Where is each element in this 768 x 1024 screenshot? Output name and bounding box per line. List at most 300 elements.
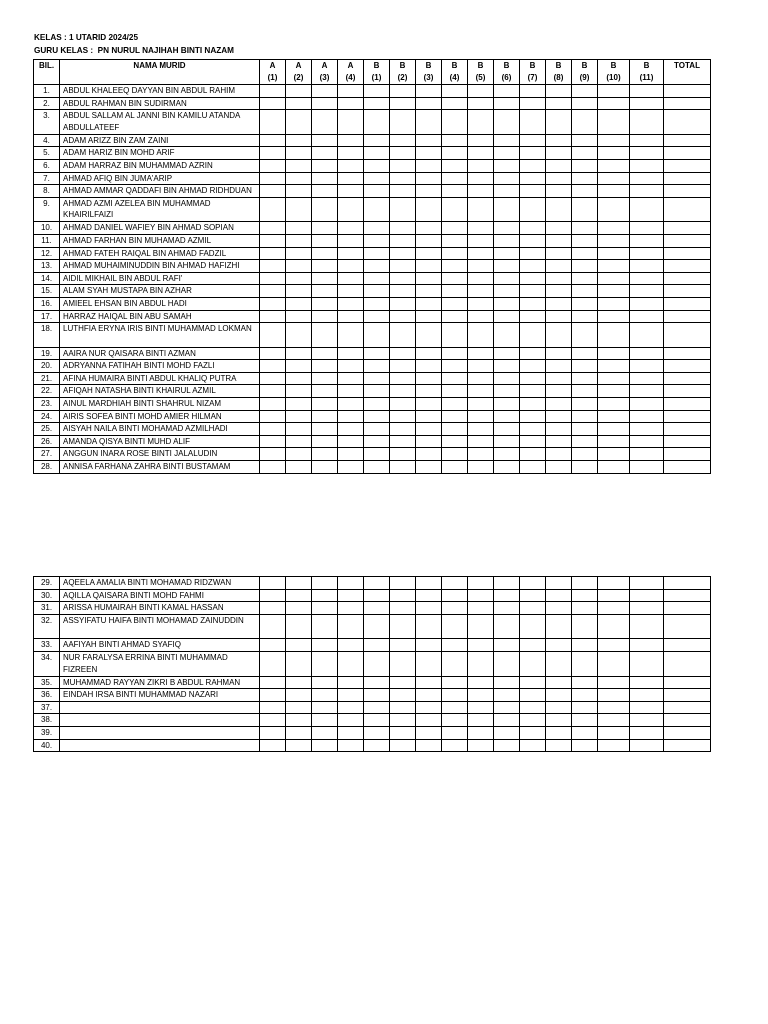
column-group-label: B: [643, 61, 650, 70]
score-cell: [364, 589, 390, 602]
student-name: ADAM ARIZZ BIN ZAM ZAINI: [60, 134, 260, 147]
score-cell: [416, 398, 442, 411]
column-number-label: (6): [501, 73, 512, 82]
score-cell: [494, 159, 520, 172]
score-cell: [520, 423, 546, 436]
score-cell: [630, 234, 664, 247]
score-cell: [338, 577, 364, 590]
score-cell: [520, 260, 546, 273]
score-cell: [260, 247, 286, 260]
score-cell: [390, 134, 416, 147]
score-cell: [442, 398, 468, 411]
score-cell: [390, 435, 416, 448]
score-cell: [520, 97, 546, 110]
table-row: [34, 435, 711, 448]
score-cell: [312, 589, 338, 602]
table-row: [34, 385, 711, 398]
score-cell: [546, 739, 572, 752]
table-row: [34, 285, 711, 298]
score-cell: [312, 85, 338, 98]
score-cell: [442, 310, 468, 323]
score-cell: [364, 285, 390, 298]
score-cell: [520, 247, 546, 260]
score-cell: [520, 285, 546, 298]
score-cell: [546, 247, 572, 260]
row-number: 33.: [34, 639, 60, 652]
score-cell: [364, 398, 390, 411]
score-cell: [286, 461, 312, 474]
total-cell: [664, 602, 711, 615]
score-cell: [416, 134, 442, 147]
score-cell: [260, 310, 286, 323]
score-cell: [442, 651, 468, 676]
score-cell: [390, 147, 416, 160]
score-cell: [364, 297, 390, 310]
score-cell: [442, 110, 468, 135]
score-cell: [598, 323, 630, 348]
score-cell: [312, 172, 338, 185]
score-cell: [312, 372, 338, 385]
total-cell: [664, 197, 711, 222]
row-number: 17.: [34, 310, 60, 323]
score-cell: [598, 435, 630, 448]
score-cell: [520, 172, 546, 185]
column-group-label: B: [581, 61, 588, 70]
score-cell: [260, 435, 286, 448]
score-cell: [572, 614, 598, 639]
score-cell: [630, 726, 664, 739]
score-cell: [494, 347, 520, 360]
score-cell: [494, 577, 520, 590]
score-cell: [338, 398, 364, 411]
score-cell: [572, 701, 598, 714]
score-cell: [338, 272, 364, 285]
score-cell: [286, 577, 312, 590]
score-cell: [494, 285, 520, 298]
score-cell: [442, 222, 468, 235]
score-cell: [598, 310, 630, 323]
score-cell: [260, 197, 286, 222]
score-cell: [312, 297, 338, 310]
score-cell: [260, 398, 286, 411]
column-score-9: [468, 60, 494, 85]
score-cell: [390, 97, 416, 110]
score-cell: [286, 347, 312, 360]
score-cell: [260, 714, 286, 727]
score-cell: [260, 676, 286, 689]
score-cell: [572, 297, 598, 310]
score-cell: [286, 726, 312, 739]
score-cell: [546, 297, 572, 310]
score-cell: [546, 97, 572, 110]
student-name: NUR FARALYSA ERRINA BINTI MUHAMMAD FIZREEN: [60, 651, 260, 676]
table-row: [34, 297, 711, 310]
score-cell: [312, 247, 338, 260]
score-cell: [286, 247, 312, 260]
score-cell: [338, 197, 364, 222]
score-cell: [390, 185, 416, 198]
score-cell: [442, 589, 468, 602]
table-row: [34, 310, 711, 323]
score-cell: [286, 147, 312, 160]
score-cell: [312, 435, 338, 448]
score-cell: [598, 726, 630, 739]
score-cell: [598, 159, 630, 172]
score-cell: [494, 134, 520, 147]
student-name: AHMAD AFIQ BIN JUMA'ARIP: [60, 172, 260, 185]
score-cell: [598, 410, 630, 423]
score-cell: [442, 614, 468, 639]
score-cell: [364, 701, 390, 714]
total-cell: [664, 714, 711, 727]
score-cell: [390, 310, 416, 323]
score-cell: [572, 310, 598, 323]
score-cell: [416, 310, 442, 323]
score-cell: [416, 614, 442, 639]
row-number: 38.: [34, 714, 60, 727]
score-cell: [260, 614, 286, 639]
score-cell: [598, 134, 630, 147]
score-cell: [390, 739, 416, 752]
score-cell: [546, 385, 572, 398]
score-cell: [312, 159, 338, 172]
student-name: HARRAZ HAIQAL BIN ABU SAMAH: [60, 310, 260, 323]
score-cell: [494, 222, 520, 235]
total-cell: [664, 97, 711, 110]
score-cell: [364, 197, 390, 222]
column-number-label: (4): [449, 73, 460, 82]
score-cell: [286, 310, 312, 323]
row-number: 15.: [34, 285, 60, 298]
score-cell: [286, 85, 312, 98]
score-cell: [390, 689, 416, 702]
score-cell: [572, 234, 598, 247]
score-cell: [364, 410, 390, 423]
total-cell: [664, 410, 711, 423]
score-cell: [520, 234, 546, 247]
score-cell: [598, 247, 630, 260]
row-number: 21.: [34, 372, 60, 385]
score-cell: [338, 435, 364, 448]
score-cell: [312, 461, 338, 474]
column-number-label: (2): [397, 73, 408, 82]
score-cell: [416, 435, 442, 448]
score-cell: [520, 410, 546, 423]
score-cell: [468, 360, 494, 373]
score-cell: [260, 347, 286, 360]
score-cell: [442, 272, 468, 285]
score-cell: [338, 347, 364, 360]
score-cell: [468, 614, 494, 639]
column-total-label: TOTAL: [674, 61, 700, 70]
table-row: [34, 147, 711, 160]
score-cell: [598, 385, 630, 398]
score-cell: [286, 423, 312, 436]
score-cell: [442, 234, 468, 247]
student-name: AHMAD FARHAN BIN MUHAMAD AZMIL: [60, 234, 260, 247]
score-cell: [468, 234, 494, 247]
score-cell: [338, 410, 364, 423]
score-cell: [260, 297, 286, 310]
total-cell: [664, 159, 711, 172]
score-cell: [286, 323, 312, 348]
score-cell: [494, 435, 520, 448]
score-cell: [468, 372, 494, 385]
score-cell: [286, 639, 312, 652]
score-cell: [520, 297, 546, 310]
score-cell: [442, 701, 468, 714]
column-score-6: [390, 60, 416, 85]
score-cell: [572, 247, 598, 260]
score-cell: [520, 639, 546, 652]
score-cell: [598, 577, 630, 590]
table-row: [34, 134, 711, 147]
score-cell: [390, 323, 416, 348]
score-cell: [546, 651, 572, 676]
score-cell: [286, 222, 312, 235]
score-cell: [390, 448, 416, 461]
score-cell: [546, 310, 572, 323]
score-cell: [312, 739, 338, 752]
score-cell: [260, 602, 286, 615]
score-cell: [572, 110, 598, 135]
score-cell: [312, 651, 338, 676]
score-cell: [338, 297, 364, 310]
score-cell: [520, 310, 546, 323]
score-cell: [630, 159, 664, 172]
score-cell: [286, 739, 312, 752]
score-cell: [364, 310, 390, 323]
row-number: 26.: [34, 435, 60, 448]
score-cell: [598, 297, 630, 310]
score-cell: [598, 222, 630, 235]
score-cell: [390, 726, 416, 739]
class-teacher: GURU KELAS : PN NURUL NAJIHAH BINTI NAZAM: [34, 46, 234, 55]
score-cell: [572, 461, 598, 474]
score-cell: [468, 689, 494, 702]
column-number-label: (1): [371, 73, 382, 82]
score-cell: [468, 461, 494, 474]
score-cell: [546, 234, 572, 247]
score-cell: [338, 185, 364, 198]
score-cell: [260, 85, 286, 98]
column-score-11: [520, 60, 546, 85]
column-group-label: B: [610, 61, 617, 70]
score-cell: [598, 714, 630, 727]
score-cell: [630, 448, 664, 461]
score-cell: [260, 372, 286, 385]
score-cell: [630, 272, 664, 285]
column-nama-murid: [60, 60, 260, 85]
score-cell: [494, 310, 520, 323]
row-number: 29.: [34, 577, 60, 590]
score-cell: [572, 726, 598, 739]
score-cell: [468, 602, 494, 615]
total-cell: [664, 448, 711, 461]
score-cell: [598, 360, 630, 373]
table-row: [34, 347, 711, 360]
score-cell: [260, 110, 286, 135]
score-cell: [338, 222, 364, 235]
score-cell: [260, 461, 286, 474]
score-cell: [416, 448, 442, 461]
row-number: 18.: [34, 323, 60, 348]
score-cell: [546, 461, 572, 474]
score-cell: [260, 260, 286, 273]
column-group-label: B: [555, 61, 562, 70]
score-cell: [494, 260, 520, 273]
column-score-8: [442, 60, 468, 85]
table-row: [34, 260, 711, 273]
score-cell: [286, 260, 312, 273]
score-cell: [598, 614, 630, 639]
score-cell: [286, 589, 312, 602]
score-cell: [390, 272, 416, 285]
score-cell: [546, 285, 572, 298]
score-cell: [312, 185, 338, 198]
score-cell: [468, 714, 494, 727]
score-cell: [260, 639, 286, 652]
score-cell: [260, 172, 286, 185]
score-cell: [390, 172, 416, 185]
total-cell: [664, 134, 711, 147]
row-number: 5.: [34, 147, 60, 160]
student-name: AFIQAH NATASHA BINTI KHAIRUL AZMIL: [60, 385, 260, 398]
student-name: ADAM HARIZ BIN MOHD ARIF: [60, 147, 260, 160]
table-row: [34, 398, 711, 411]
score-cell: [442, 247, 468, 260]
score-cell: [598, 372, 630, 385]
score-cell: [468, 385, 494, 398]
score-cell: [442, 577, 468, 590]
score-cell: [630, 110, 664, 135]
score-cell: [468, 110, 494, 135]
score-cell: [546, 589, 572, 602]
score-cell: [338, 423, 364, 436]
score-cell: [390, 247, 416, 260]
total-cell: [664, 222, 711, 235]
score-cell: [260, 360, 286, 373]
score-cell: [468, 435, 494, 448]
score-cell: [546, 147, 572, 160]
student-name: EINDAH IRSA BINTI MUHAMMAD NAZARI: [60, 689, 260, 702]
score-cell: [390, 234, 416, 247]
score-cell: [390, 385, 416, 398]
score-cell: [630, 385, 664, 398]
total-cell: [664, 110, 711, 135]
score-cell: [416, 651, 442, 676]
score-cell: [364, 247, 390, 260]
score-cell: [630, 85, 664, 98]
row-number: 28.: [34, 461, 60, 474]
score-cell: [364, 97, 390, 110]
score-cell: [286, 602, 312, 615]
score-cell: [364, 360, 390, 373]
score-cell: [572, 285, 598, 298]
score-cell: [260, 423, 286, 436]
row-number: 30.: [34, 589, 60, 602]
score-cell: [260, 285, 286, 298]
score-cell: [312, 147, 338, 160]
score-cell: [286, 435, 312, 448]
score-cell: [546, 134, 572, 147]
score-cell: [598, 147, 630, 160]
score-cell: [520, 85, 546, 98]
score-cell: [364, 323, 390, 348]
score-cell: [338, 247, 364, 260]
score-cell: [630, 285, 664, 298]
score-cell: [520, 360, 546, 373]
score-cell: [442, 134, 468, 147]
score-cell: [364, 714, 390, 727]
score-cell: [468, 310, 494, 323]
score-cell: [390, 110, 416, 135]
score-cell: [260, 97, 286, 110]
score-cell: [494, 651, 520, 676]
score-cell: [468, 410, 494, 423]
score-cell: [598, 423, 630, 436]
student-name: AQEELA AMALIA BINTI MOHAMAD RIDZWAN: [60, 577, 260, 590]
score-cell: [494, 97, 520, 110]
score-cell: [312, 714, 338, 727]
student-name: AIDIL MIKHAIL BIN ABDUL RAFI': [60, 272, 260, 285]
score-cell: [390, 651, 416, 676]
score-cell: [494, 372, 520, 385]
score-cell: [364, 172, 390, 185]
score-cell: [390, 577, 416, 590]
total-cell: [664, 85, 711, 98]
score-cell: [286, 614, 312, 639]
table-row: [34, 461, 711, 474]
score-cell: [546, 172, 572, 185]
column-number-label: (1): [267, 73, 278, 82]
score-cell: [260, 234, 286, 247]
score-cell: [630, 323, 664, 348]
column-score-13: [572, 60, 598, 85]
score-cell: [520, 577, 546, 590]
score-cell: [520, 372, 546, 385]
score-cell: [546, 260, 572, 273]
score-cell: [520, 589, 546, 602]
score-cell: [416, 247, 442, 260]
score-cell: [468, 185, 494, 198]
score-cell: [338, 172, 364, 185]
score-cell: [260, 739, 286, 752]
table-row: [34, 197, 711, 222]
score-cell: [494, 602, 520, 615]
score-cell: [390, 297, 416, 310]
score-cell: [442, 323, 468, 348]
score-cell: [312, 448, 338, 461]
score-cell: [364, 110, 390, 135]
score-cell: [390, 222, 416, 235]
row-number: 3.: [34, 110, 60, 135]
score-cell: [572, 260, 598, 273]
row-number: 37.: [34, 701, 60, 714]
score-cell: [630, 739, 664, 752]
score-cell: [338, 97, 364, 110]
column-group-label: B: [425, 61, 432, 70]
score-cell: [364, 651, 390, 676]
total-cell: [664, 726, 711, 739]
score-cell: [494, 398, 520, 411]
score-cell: [468, 589, 494, 602]
score-cell: [286, 448, 312, 461]
score-cell: [416, 577, 442, 590]
score-cell: [286, 197, 312, 222]
score-cell: [416, 110, 442, 135]
score-cell: [442, 689, 468, 702]
